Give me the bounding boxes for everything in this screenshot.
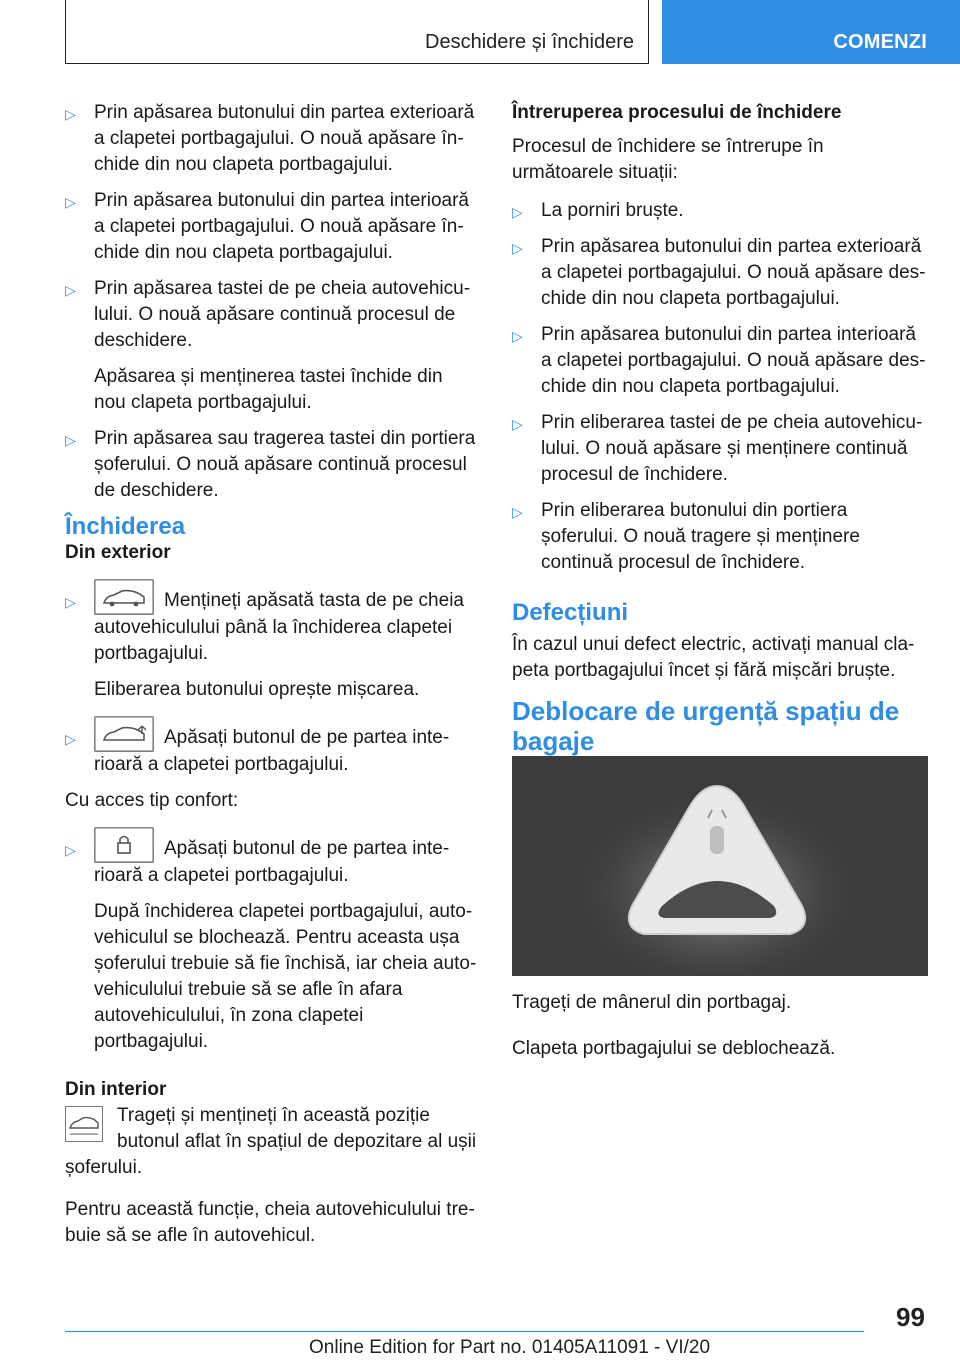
list-item: [65, 426, 477, 504]
heading-closing: Închiderea: [65, 513, 186, 540]
bullet-text: Prin apăsarea butonului din partea exterioară a clapetei portbagajului. O nouă apăsare închide din nou clapeta portbagajului.: [94, 102, 475, 175]
list-item: [65, 100, 477, 178]
list-item: [65, 588, 477, 703]
heading-exterior: Din exterior: [65, 542, 171, 563]
triangle-bullet-icon: ▷: [65, 106, 76, 122]
trunk-release-handle-photo: [512, 756, 928, 976]
bullet-text: Prin apăsarea butonului din partea interioară a clapetei portbagajului. O nouă apăsare deschide din nou clapeta portbagajului.: [541, 324, 926, 397]
interior-paragraph: [65, 1103, 477, 1181]
tab-label: COMENZI: [833, 31, 927, 53]
left-column: [65, 100, 477, 1249]
trunk-close-button-icon: [94, 716, 154, 752]
heading-interrupt: Întreruperea procesului de închidere: [512, 102, 842, 123]
list-item: [65, 836, 477, 1055]
bullet-subtext: Apăsarea și menținerea tastei închide din nou clapeta portbagajului.: [94, 366, 443, 413]
bullet-text: Prin apăsarea butonului din partea exterioară a clapetei portbagajului. O nouă apăsare deschide din nou clapeta portbagajului.: [541, 236, 926, 309]
key-trunk-close-icon: [94, 579, 154, 615]
heading-emergency: Deblocare de urgență spațiu de bagaje: [512, 696, 900, 756]
triangle-bullet-icon: ▷: [65, 282, 76, 298]
caption-unlocked: Clapeta portbagajului se deblochează.: [512, 1038, 836, 1059]
bullet-text: Mențineți apăsată tasta de pe cheia autovehiculului până la închiderea clapetei portbagajului.: [94, 590, 464, 664]
triangle-bullet-icon: ▷: [65, 594, 76, 610]
right-column: [512, 100, 928, 1062]
interrupt-intro: Procesul de închidere se întrerupe în următoarele situații:: [512, 136, 824, 183]
comfort-label: Cu acces tip confort:: [65, 790, 239, 811]
triangle-bullet-icon: ▷: [65, 731, 76, 747]
triangle-bullet-icon: ▷: [512, 416, 523, 432]
list-item: [65, 188, 477, 266]
bullet-subtext: După închiderea clapetei portbagajului, autovehiculul se blochează. Pentru aceasta ușa șoferului trebuie să fie închisă, iar cheia autovehiculului trebuie să se afle în afara autovehiculului, în zona clapetei portbagajului.: [94, 901, 477, 1052]
header-section-box: [65, 0, 649, 64]
list-item: [512, 198, 928, 224]
list-item: [65, 725, 477, 778]
final-paragraph: Pentru această funcție, cheia autovehiculului trebuie să se afle în autovehicul.: [65, 1199, 475, 1246]
triangle-bullet-icon: ▷: [512, 204, 523, 220]
section-title: Deschidere și închidere: [425, 31, 634, 53]
triangle-bullet-icon: ▷: [512, 504, 523, 520]
bullet-text: Prin apăsarea butonului din partea interioară a clapetei portbagajului. O nouă apăsare închide din nou clapeta portbagajului.: [94, 190, 469, 263]
triangle-bullet-icon: ▷: [65, 194, 76, 210]
list-item: [512, 322, 928, 400]
footer-edition: Online Edition for Part no. 01405A11091 - VI/20: [309, 1337, 711, 1358]
tab-comenzi[interactable]: [662, 0, 960, 64]
interior-text: Trageți și mențineți în această poziție butonul aflat în spațiul de depozitare al ușii șoferului.: [65, 1105, 477, 1178]
page-number: 99: [896, 1302, 925, 1332]
lock-button-icon: [94, 827, 154, 863]
bullet-text: Apăsați butonul de pe partea interioară a clapetei portbagajului.: [94, 727, 450, 775]
list-item: [512, 410, 928, 488]
caption-pull-handle: Trageți de mânerul din portbagaj.: [512, 992, 792, 1013]
bullet-text: Prin eliberarea butonului din portiera șoferului. O nouă tragere și menținere continuă procesul de închidere.: [541, 500, 860, 573]
bullet-text: Apăsați butonul de pe partea interioară a clapetei portbagajului.: [94, 838, 450, 886]
door-trunk-button-icon: [65, 1106, 103, 1142]
heading-interior: Din interior: [65, 1079, 167, 1100]
bullet-text: Prin eliberarea tastei de pe cheia autovehiculului. O nouă apăsare și menținere continuă procesul de închidere.: [541, 412, 923, 485]
triangle-bullet-icon: ▷: [65, 432, 76, 448]
bullet-text: Prin apăsarea sau tragerea tastei din portiera șoferului. O nouă apăsare continuă procesul de deschidere.: [94, 428, 476, 501]
bullet-subtext: Eliberarea butonului oprește mișcarea.: [94, 679, 420, 700]
faults-text: În cazul unui defect electric, activați manual clapeta portbagajului încet și fără mișcări bruște.: [512, 634, 915, 681]
list-item: [512, 498, 928, 576]
list-item: [65, 276, 477, 416]
list-item: [512, 234, 928, 312]
triangle-bullet-icon: ▷: [512, 240, 523, 256]
triangle-bullet-icon: ▷: [512, 328, 523, 344]
heading-faults: Defecțiuni: [512, 599, 629, 626]
bullet-text: La porniri bruște.: [541, 200, 684, 221]
footer-divider: [65, 1331, 864, 1332]
triangle-bullet-icon: ▷: [65, 842, 76, 858]
bullet-text: Prin apăsarea tastei de pe cheia autovehiculului. O nouă apăsare continuă procesul de deschidere.: [94, 278, 471, 351]
